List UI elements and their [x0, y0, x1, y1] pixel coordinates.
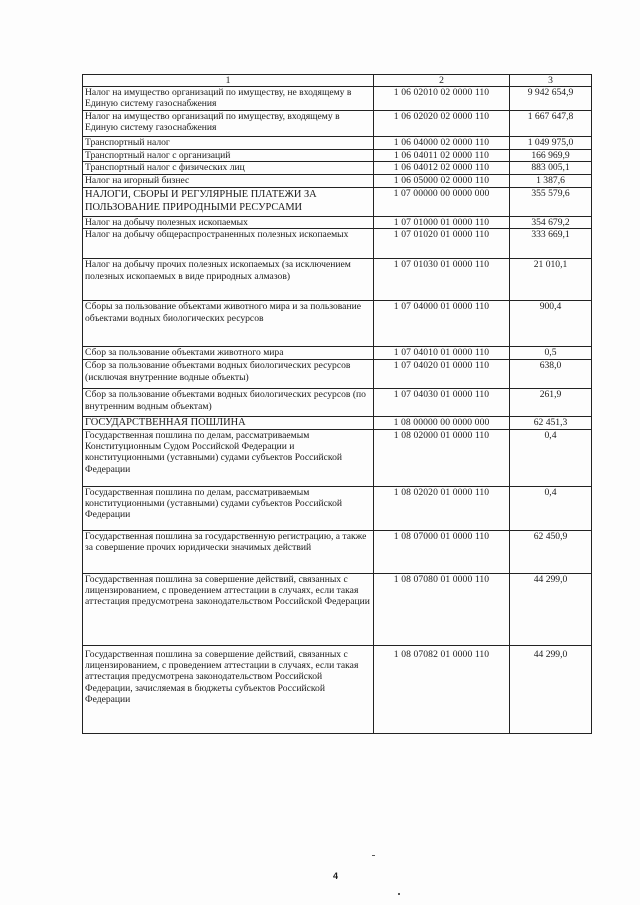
row-code: 1 07 01020 01 0000 110 — [374, 229, 510, 259]
column-header-amount: 3 — [510, 75, 592, 87]
table-row — [83, 259, 592, 301]
row-code: 1 06 02010 02 0000 110 — [374, 87, 510, 111]
row-name: Сбор за пользование объектами животного мира — [83, 347, 374, 360]
row-code: 1 08 07080 01 0000 110 — [374, 573, 510, 645]
table-header-row — [83, 75, 592, 87]
row-name: Сбор за пользование объектами водных биологических ресурсов (по внутренним водным объектам) — [83, 389, 374, 417]
page-number: 4 — [333, 871, 339, 881]
row-amount: 44 299,0 — [510, 573, 592, 645]
row-code: 1 07 01000 01 0000 110 — [374, 216, 510, 228]
row-code: 1 07 04010 01 0000 110 — [374, 347, 510, 360]
row-name: Государственная пошлина за государственную регистрацию, а также за совершение прочих юридически значимых действий — [83, 530, 374, 573]
row-name: Транспортный налог — [83, 137, 374, 150]
row-amount: 21 010,1 — [510, 259, 592, 301]
table-row — [83, 301, 592, 347]
row-name: Сбор за пользование объектами водных биологических ресурсов (исключая внутренние водные объекты) — [83, 360, 374, 389]
row-amount: 62 450,9 — [510, 530, 592, 573]
row-amount: 0,4 — [510, 486, 592, 530]
row-amount: 1 049 975,0 — [510, 137, 592, 150]
row-amount: 9 942 654,9 — [510, 87, 592, 111]
table-row — [83, 347, 592, 360]
revenue-table — [82, 74, 592, 734]
table-row — [83, 150, 592, 162]
row-amount: 0,5 — [510, 347, 592, 360]
row-code: 1 08 07082 01 0000 110 — [374, 645, 510, 733]
row-amount: 1 387,6 — [510, 175, 592, 187]
table-row — [83, 111, 592, 137]
row-name: Государственная пошлина по делам, рассматриваемым Конституционным Судом Российской Федерации и конституционными (уставными) судами субъектов Российской Федерации — [83, 429, 374, 486]
table-row — [83, 573, 592, 645]
table-row — [83, 429, 592, 486]
row-name: Налог на добычу полезных ископаемых — [83, 216, 374, 228]
table-row-section — [83, 187, 592, 216]
row-code: 1 06 02020 02 0000 110 — [374, 111, 510, 137]
table-row — [83, 216, 592, 228]
row-amount: 44 299,0 — [510, 645, 592, 733]
row-amount: 166 969,9 — [510, 150, 592, 162]
row-name: Государственная пошлина по делам, рассматриваемым конституционными (уставными) судами субъектов Российской Федерации — [83, 486, 374, 530]
row-code: 1 07 04020 01 0000 110 — [374, 360, 510, 389]
row-name: НАЛОГИ, СБОРЫ И РЕГУЛЯРНЫЕ ПЛАТЕЖИ ЗА ПОЛЬЗОВАНИЕ ПРИРОДНЫМИ РЕСУРСАМИ — [83, 187, 374, 216]
row-code: 1 07 01030 01 0000 110 — [374, 259, 510, 301]
scan-speck — [398, 893, 400, 895]
table-row-section — [83, 417, 592, 429]
row-name: Государственная пошлина за совершение действий, связанных с лицензированием, с проведением аттестации в случаях, если такая аттестация предусмотрена законодательством Российской Федерации, зачисляемая в бюджеты субъектов Российской Федерации — [83, 645, 374, 733]
table-row — [83, 486, 592, 530]
row-code: 1 06 04012 02 0000 110 — [374, 162, 510, 175]
row-name: Налог на игорный бизнес — [83, 175, 374, 187]
row-amount: 1 667 647,8 — [510, 111, 592, 137]
column-header-name: 1 — [83, 75, 374, 87]
row-name: Сборы за пользование объектами животного мира и за пользование объектами водных биологических ресурсов — [83, 301, 374, 347]
table-row — [83, 530, 592, 573]
row-amount: 62 451,3 — [510, 417, 592, 429]
table-row — [83, 389, 592, 417]
scan-speck — [372, 855, 375, 856]
row-amount: 883 005,1 — [510, 162, 592, 175]
table-row — [83, 87, 592, 111]
row-code: 1 06 04011 02 0000 110 — [374, 150, 510, 162]
row-name: Налог на добычу прочих полезных ископаемых (за исключением полезных ископаемых в виде природных алмазов) — [83, 259, 374, 301]
table-row — [83, 645, 592, 733]
row-name: Налог на имущество организаций по имуществу, не входящему в Единую систему газоснабжения — [83, 87, 374, 111]
row-amount: 354 679,2 — [510, 216, 592, 228]
row-code: 1 08 00000 00 0000 000 — [374, 417, 510, 429]
row-code: 1 06 05000 02 0000 110 — [374, 175, 510, 187]
row-name: Государственная пошлина за совершение действий, связанных с лицензированием, с проведением аттестации в случаях, если такая аттестация предусмотрена законодательством Российской Федерации — [83, 573, 374, 645]
row-amount: 900,4 — [510, 301, 592, 347]
row-amount: 261,9 — [510, 389, 592, 417]
row-amount: 355 579,6 — [510, 187, 592, 216]
table-row — [83, 162, 592, 175]
row-code: 1 08 02000 01 0000 110 — [374, 429, 510, 486]
row-name: Транспортный налог с организаций — [83, 150, 374, 162]
row-name: Налог на имущество организаций по имуществу, входящему в Единую систему газоснабжения — [83, 111, 374, 137]
row-name: Налог на добычу общераспространенных полезных ископаемых — [83, 229, 374, 259]
row-code: 1 07 00000 00 0000 000 — [374, 187, 510, 216]
row-code: 1 06 04000 02 0000 110 — [374, 137, 510, 150]
row-code: 1 07 04000 01 0000 110 — [374, 301, 510, 347]
column-header-code: 2 — [374, 75, 510, 87]
row-name: ГОСУДАРСТВЕННАЯ ПОШЛИНА — [83, 417, 374, 429]
row-code: 1 08 02020 01 0000 110 — [374, 486, 510, 530]
table-row — [83, 137, 592, 150]
table-row — [83, 229, 592, 259]
table-row — [83, 360, 592, 389]
row-amount: 333 669,1 — [510, 229, 592, 259]
row-code: 1 07 04030 01 0000 110 — [374, 389, 510, 417]
row-code: 1 08 07000 01 0000 110 — [374, 530, 510, 573]
table-row — [83, 175, 592, 187]
row-amount: 0,4 — [510, 429, 592, 486]
row-name: Транспортный налог с физических лиц — [83, 162, 374, 175]
row-amount: 638,0 — [510, 360, 592, 389]
